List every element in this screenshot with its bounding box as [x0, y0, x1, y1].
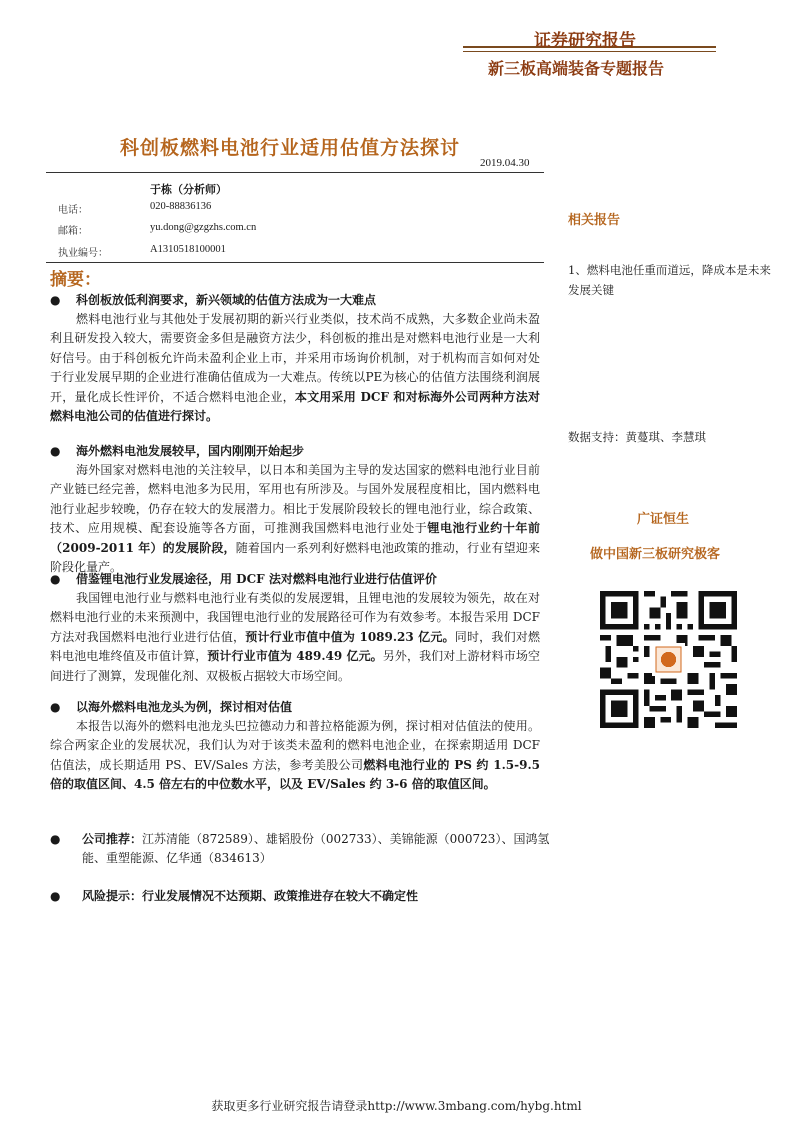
section-2-bullet: ● 海外燃料电池发展较早，国内刚刚开始起步: [50, 444, 305, 458]
brand-slogan: 做中国新三板研究极客: [590, 547, 721, 562]
phone-label: 电话：: [58, 205, 88, 216]
risk-warning: ● 风险提示：行业发展情况不达预期、政策推进存在较大不确定性: [50, 889, 419, 903]
related-report-link[interactable]: 1、燃料电池任重而道远，降成本是未来发展关键: [568, 263, 771, 297]
email-value[interactable]: yu.dong@gzgzhs.com.cn: [150, 222, 257, 233]
section-4-heading: 以海外燃料电池龙头为例，探讨相对估值: [76, 700, 293, 714]
phone-value: 020-88836136: [150, 201, 212, 212]
title-divider: [46, 172, 544, 173]
report-series: 新三板高端装备专题报告: [488, 59, 665, 78]
section-3-paragraph: 我国锂电池行业与燃料电池行业有类似的发展逻辑，且锂电池的发展较为领先，故在对燃料电池行业的未来预测中，我国锂电池行业的发展路径可作为有效参考。本报告采用 DCF 方法对我国燃料电池行业进行估值，预计行业市值中值为 1089.23 亿元。同时，我们对燃料电池电堆终值及市值计算，预计行业市值为 489.49 亿元。另外，我们对上游材料市场空间进行了测算，发现催化剂、双极板占据较大市场空间。: [50, 591, 540, 683]
section-4-paragraph: 本报告以海外的燃料电池龙头巴拉德动力和普拉格能源为例，探讨相对估值法的使用。综合两家企业的发展状况，我们认为对于该类未盈利的燃料电池企业，在探索期适用 DCF 估值法，成长期适用 PS、EV/Sales 方法，参考美股公司燃料电池行业的 PS 约 1.5-9.5 倍的取值区间、4.5 倍左右的中位数水平，以及 EV/Sales 约 3-6 倍的取值区间。: [50, 719, 540, 792]
page-title: 科创板燃料电池行业适用估值方法探讨: [120, 137, 461, 159]
risk-text: 行业发展情况不达预期、政策推进存在较大不确定性: [142, 889, 419, 903]
license-value: A1310518100001: [150, 244, 226, 255]
section-1-heading: 科创板放低利润要求，新兴领域的估值方法成为一大难点: [76, 293, 377, 307]
report-type: 证券研究报告: [534, 31, 636, 51]
info-divider: [46, 262, 544, 263]
report-date: 2019.04.30: [480, 157, 530, 169]
header-rule-bottom: [463, 51, 716, 52]
brand-name: 广证恒生: [637, 512, 690, 527]
risk-label: 风险提示：: [82, 889, 143, 903]
email-label: 邮箱：: [58, 226, 88, 237]
section-3-heading: 借鉴锂电池行业发展途径，用 DCF 法对燃料电池行业进行估值评价: [76, 572, 437, 586]
license-label: 执业编号：: [58, 248, 108, 259]
section-3-bullet: ● 借鉴锂电池行业发展途径，用 DCF 法对燃料电池行业进行估值评价: [50, 572, 437, 586]
analyst-name: 于栋（分析师）: [150, 183, 227, 196]
section-1-bullet: ● 科创板放低利润要求，新兴领域的估值方法成为一大难点: [50, 293, 377, 307]
qr-code-icon: [600, 591, 737, 728]
section-2-paragraph: 海外国家对燃料电池的关注较早，以日本和美国为主导的发达国家的燃料电池行业目前产业链已经完善，燃料电池多为民用，军用也有所涉及。与国外发展程度相比，国内燃料电池行业起步较晚，仍存在较大的发展潜力。相比于发展阶段较长的锂电池行业，综合政策、技术、应用规模、配套设施等各方面，可推测我国燃料电池行业处于锂电池行业约十年前（2009-2011 年）的发展阶段，随着国内一系列利好燃料电池政策的推动，行业有望迎来阶段化量产。: [50, 463, 540, 575]
footer-link[interactable]: 获取更多行业研究报告请登录http://www.3mbang.com/hybg.html: [211, 1099, 582, 1113]
section-1-paragraph: 燃料电池行业与其他处于发展初期的新兴行业类似，技术尚不成熟，大多数企业尚未盈利且研发投入较大，需要资金多但是融资方法少，科创板的推出是对燃料电池行业是一大利好信号。由于科创板允许尚未盈利企业上市，并采用市场询价机制，对于机构而言如何对处于行业发展早期的企业进行准确估值成为一大难点。传统以PE为核心的估值方法围绕利润展开，量化成长性评价，不适合燃料电池企业，本文用采用 DCF 和对标海外公司两种方法对燃料电池公司的估值进行探讨。: [50, 312, 540, 424]
summary-heading: 摘要：: [50, 270, 101, 290]
related-reports-heading: 相关报告: [568, 213, 621, 228]
company-recommendation: ● 公司推荐：江苏清能（872589）、雄韬股份（002733）、美锦能源（000723）、国鸿氢能、重塑能源、亿华通（834613）: [50, 832, 550, 865]
section-4-bullet: ● 以海外燃料电池龙头为例，探讨相对估值: [50, 700, 293, 714]
section-2-heading: 海外燃料电池发展较早，国内刚刚开始起步: [76, 444, 305, 458]
companies-text: 江苏清能（872589）、雄韬股份（002733）、美锦能源（000723）、国鸿氢能、重塑能源、亿华通（834613）: [82, 832, 550, 865]
companies-label: 公司推荐：: [82, 832, 143, 846]
data-support: 数据支持：黄蔓琪、李慧琪: [568, 430, 706, 444]
